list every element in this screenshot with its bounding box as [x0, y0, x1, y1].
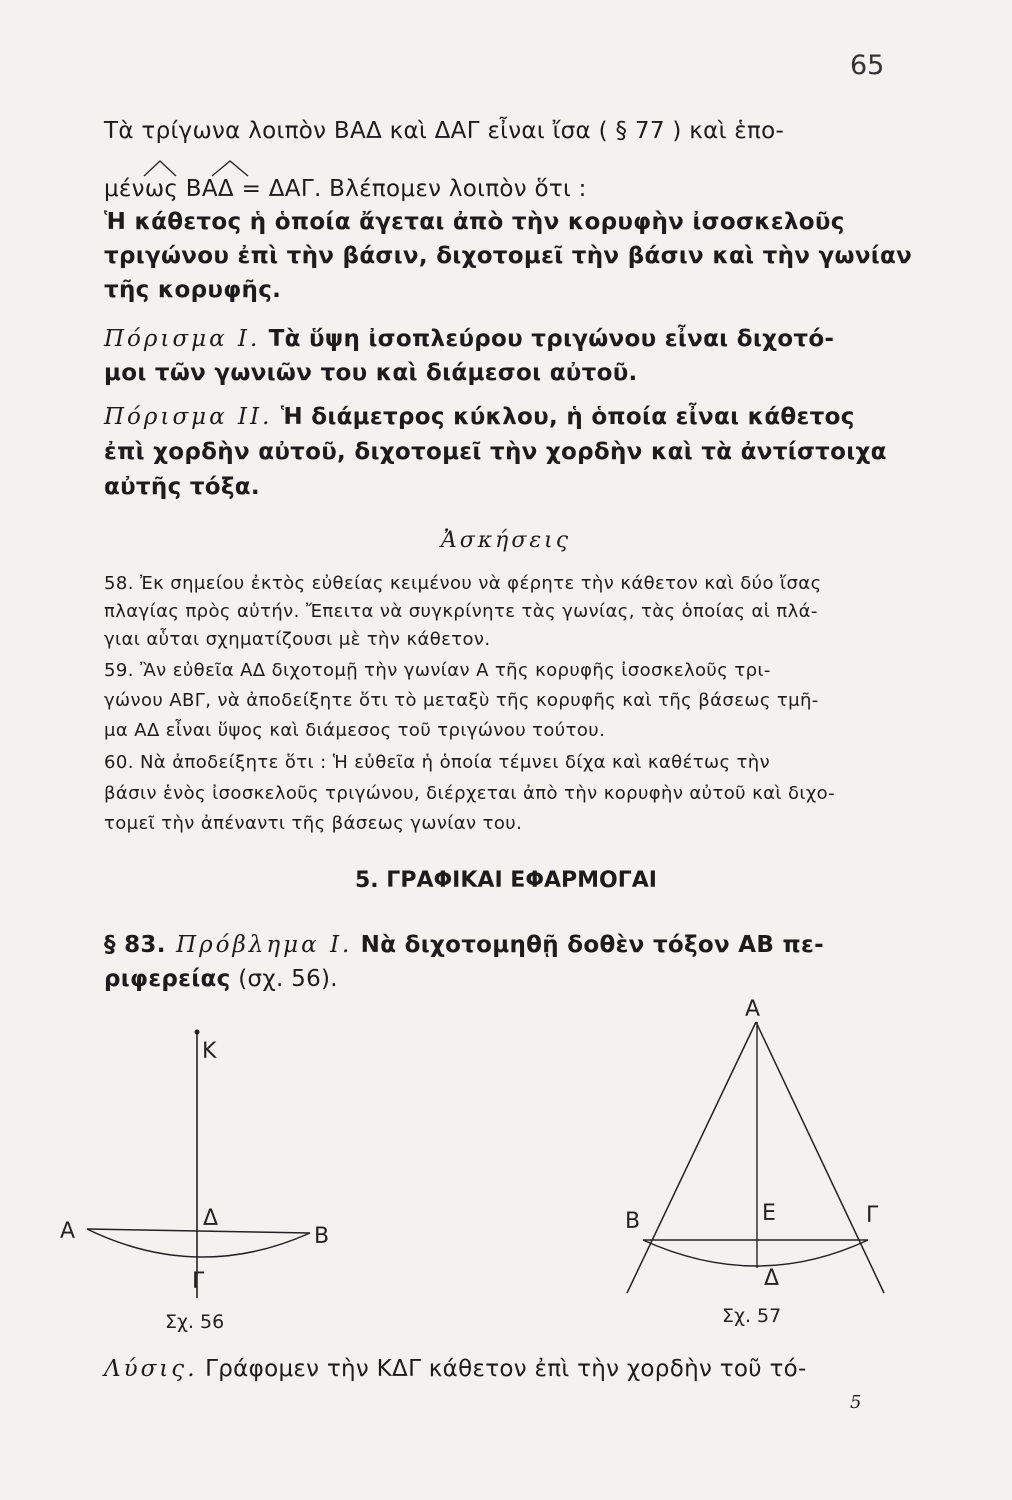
fig57-label-b: Β [625, 1209, 641, 1234]
exercise-60-line-2: βάσιν ἑνὸς ἰσοσκελοῦς τριγώνου, διέρχεται ἀπὸ τὴν κορυφὴν αὐτοῦ καὶ διχο- [104, 783, 835, 804]
solution-line [104, 1356, 807, 1382]
fig57-label-g: Γ [866, 1203, 879, 1228]
fig56-chord-ab [87, 1229, 310, 1233]
theorem-line-3: τῆς κορυφῆς. [104, 277, 282, 303]
corollary-1-label: Πόρισμα Ι. [104, 326, 261, 352]
fig57-label-e: Ε [762, 1201, 776, 1226]
problem-text-2-bold: ριφερείας [104, 966, 231, 992]
problem-section-number: § 83. [104, 932, 166, 958]
fig56-caption: Σχ. 56 [165, 1311, 225, 1333]
corollary-2-label: Πόρισμα ΙΙ. [104, 404, 273, 430]
fig56-label-d: Δ [203, 1206, 219, 1231]
corollary-2-line-2: ἐπὶ χορδὴν αὐτοῦ, διχοτομεῖ τὴν χορδὴν καὶ τὰ ἀντίστοιχα [104, 439, 887, 465]
exercise-59-line-1: 59. Ἂν εὐθεῖα ΑΔ διχοτομῇ τὴν γωνίαν Α τῆς κορυφῆς ἰσοσκελοῦς τρι- [104, 660, 771, 681]
text-line-2-pre: μένως [104, 176, 186, 202]
corollary-2-text: Ἡ διάμετρος κύκλου, ἡ ὁποία εἶναι κάθετος [272, 404, 855, 430]
exercise-59-line-3: μα ΑΔ εἶναι ὕψος καὶ διάμεσος τοῦ τριγώνου τούτου. [104, 720, 606, 741]
fig56-label-g: Γ [192, 1269, 205, 1294]
footer-signature: 5 [850, 1392, 862, 1413]
solution-label: Λύσις. [104, 1356, 198, 1382]
exercise-58-line-3: γιαι αὗται σχηματίζουσι μὲ τὴν κάθετον. [104, 629, 491, 650]
equals-sign: = [233, 176, 269, 202]
page-number: 65 [850, 50, 885, 81]
problem-text: Νὰ διχοτομηθῇ δοθὲν τόξον ΑΒ πε- [352, 932, 824, 958]
corollary-1-line-2: μοι τῶν γωνιῶν του καὶ διάμεσοι αὐτοῦ. [104, 360, 638, 386]
fig56-label-b: Β [314, 1224, 330, 1249]
fig56-label-a: Α [60, 1219, 76, 1244]
corollary-1-text: Τὰ ὕψη ἰσοπλεύρου τριγώνου εἶναι διχοτό- [260, 326, 835, 352]
angle-bad: ΒΑΔ [185, 176, 234, 202]
fig57-label-d: Δ [764, 1266, 780, 1291]
problem-text-2-rest: (σχ. 56). [230, 966, 338, 992]
problem-label: Πρόβλημα Ι. [165, 932, 353, 958]
exercise-60-line-1: 60. Νὰ ἀποδείξητε ὅτι : Ἡ εὐθεῖα ἡ ὁποία τέμνει δίχα καὶ καθέτως τὴν [104, 752, 771, 773]
angle-hat-2 [212, 161, 248, 176]
exercise-58-line-2: πλαγίας πρὸς αὐτήν. Ἔπειτα νὰ συγκρίνητε τὰς γωνίας, τὰς ὁποίας αἱ πλά- [104, 601, 818, 622]
fig57-arc-bg [643, 1240, 868, 1266]
exercise-60-line-3: τομεῖ τὴν ἀπέναντι τῆς βάσεως γωνίαν του. [104, 813, 523, 834]
exercise-58-line-1: 58. Ἐκ σημείου ἐκτὸς εὐθείας κειμένου νὰ φέρητε τὴν κάθετον καὶ δύο ἴσας [104, 573, 822, 594]
exercise-59-line-2: γώνου ΑΒΓ, νὰ ἀποδείξητε ὅτι τὸ μεταξὺ τῆς κορυφῆς καὶ τῆς βάσεως τμῆ- [104, 690, 819, 711]
text-line-1: Τὰ τρίγωνα λοιπὸν ΒΑΔ καὶ ΔΑΓ εἶναι ἴσα ( § 77 ) καὶ ἑπο- [104, 118, 785, 144]
figure-57 [625, 997, 884, 1327]
figure-56 [60, 1030, 329, 1334]
text-line-2-post: . Βλέπομεν λοιπὸν ὅτι : [313, 176, 587, 202]
corollary-2-line-3: αὐτῆς τόξα. [104, 474, 260, 500]
angle-dag: ΔΑΓ [268, 176, 314, 202]
theorem-line-2: τριγώνου ἐπὶ τὴν βάσιν, διχοτομεῖ τὴν βάσιν καὶ τὴν γωνίαν [104, 243, 913, 269]
section-heading: 5. ΓΡΑΦΙΚΑΙ ΕΦΑΡΜΟΓΑΙ [354, 868, 657, 893]
theorem-line-1: Ἡ κάθετος ἡ ὁποία ἄγεται ἀπὸ τὴν κορυφὴν ἰσοσκελοῦς [104, 209, 845, 235]
fig57-caption: Σχ. 57 [722, 1305, 782, 1327]
angle-hat-1 [144, 161, 176, 176]
fig56-label-k: Κ [202, 1039, 217, 1064]
fig57-side-ag [756, 1022, 884, 1293]
fig57-side-ab [627, 1022, 756, 1293]
fig56-arc-ab [87, 1229, 310, 1257]
exercises-title: Ἀσκήσεις [440, 528, 572, 553]
solution-text: Γράφομεν τὴν ΚΔΓ κάθετον ἐπὶ τὴν χορδὴν τοῦ τό- [197, 1356, 807, 1382]
fig57-label-a: Α [745, 997, 761, 1022]
